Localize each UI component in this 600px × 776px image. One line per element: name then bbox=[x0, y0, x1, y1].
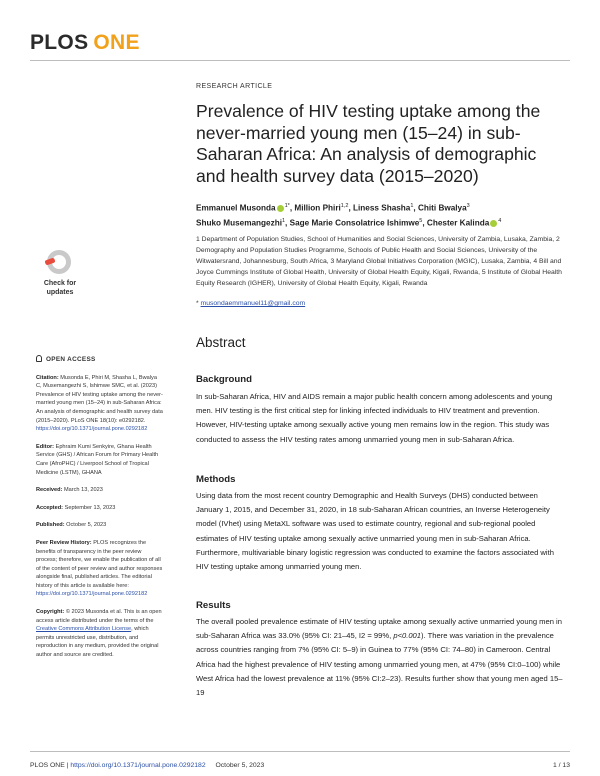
page-footer bbox=[30, 762, 570, 769]
citation-block bbox=[36, 374, 164, 434]
author-name: Chiti Bwalya bbox=[417, 203, 467, 213]
footer-separator: | bbox=[64, 762, 71, 769]
author-affiliation-number: 1* bbox=[284, 203, 290, 209]
author-affiliation-number: 1 bbox=[410, 203, 414, 209]
footer-date: October 5, 2023 bbox=[215, 762, 265, 769]
copyright-text-end: , which permits unrestricted use, distribution, and reproduction in any medium, provided the original author and source are credited. bbox=[36, 626, 159, 659]
article-info-sidebar bbox=[36, 355, 164, 669]
author-affiliation-number: 1,2 bbox=[340, 203, 349, 209]
open-lock-icon bbox=[36, 355, 42, 362]
article-type: RESEARCH ARTICLE bbox=[196, 83, 273, 90]
journal-logo bbox=[30, 31, 140, 55]
copyright-block bbox=[36, 608, 164, 660]
citation-text: Musonda E, Phiri M, Shasha L, Bwalya C, Musemangezhi S, Ishimwe SMC, et al. (2023) Prevalence of HIV testing uptake among the never-married young men (15–24) in sub-Saharan Africa: An analysis of demographic and health survey data (2015–2020). PLoS ONE 18(10): e0292182. bbox=[36, 374, 163, 424]
background-paragraph: In sub-Saharan Africa, HIV and AIDS remain a major public health concern among adolescents and young men. HIV testing is the first critical step for linking infected individuals to HIV treatment and prevention. However, HIV-testing uptake among sexually active young men remains low in the region. This study was conducted to assess the HIV testing rates among unmarried young men in sub-Saharan Africa. bbox=[196, 392, 553, 444]
open-access-label bbox=[36, 355, 164, 365]
corresponding-author bbox=[196, 300, 305, 307]
author-list bbox=[196, 200, 566, 229]
published-date: October 5, 2023 bbox=[66, 522, 107, 529]
editor-block bbox=[36, 443, 164, 477]
corresponding-mark: * bbox=[196, 300, 199, 307]
editor-label: Editor: bbox=[36, 443, 55, 450]
published-label: Published: bbox=[36, 522, 65, 529]
peer-review-text: PLOS recognizes the benefits of transparency in the peer review process; therefore, we enable the publication of all of the content of peer review and author responses alongside final, published articles. The editorial history of this article is available here: bbox=[36, 539, 163, 589]
check-updates-icon bbox=[47, 250, 71, 274]
peer-review-block bbox=[36, 539, 164, 599]
copyright-label: Copyright: bbox=[36, 609, 65, 616]
editor-text: Ephraim Kumi Senkyire, Ghana Health Service (GHS) / African Forum for Primary Health Care (AfroPHC) / Liverpool School of Tropical Medicine (LSTM), GHANA bbox=[36, 443, 159, 476]
author-name: Liness Shasha bbox=[353, 203, 411, 213]
peer-review-doi-link[interactable]: https://doi.org/10.1371/journal.pone.0292182 bbox=[36, 591, 148, 598]
abstract-heading: Abstract bbox=[196, 335, 246, 350]
author-name: Sage Marie Consolatrice Ishimwe bbox=[289, 218, 420, 228]
author-line: Emmanuel Musonda $^{1*}$, Million Phiri$^{1,2}$, Liness Shasha$^1$, Chiti Bwalya$^3$ bbox=[196, 203, 470, 213]
author-affiliation-number: 5 bbox=[419, 217, 423, 224]
results-text-1: The overall pooled prevalence estimate of HIV testing uptake among sexually active unmarried young men in sub-Saharan Africa was 33.0% (95% CI: 21–45, I2 = 99%, bbox=[196, 617, 562, 641]
results-heading: Results bbox=[196, 600, 231, 611]
methods-paragraph: Using data from the most recent country Demographic and Health Surveys (DHS) conducted between January 1, 2015, and December 31, 2020, in 18 sub-Saharan African countries, an Inverse Heterogeneity model (IVhet) using MetaXL software was used to estimate country, regional and sub-regional pooled estimates of HIV testing uptake among sexually active unmarried young men in sub-Saharan Africa. Furthermore, multivariable binary logistic regression was conducted to examine the factors associated with HIV testing uptake among unmarried young men. bbox=[196, 491, 554, 572]
logo-plos-text: PLOS bbox=[30, 31, 89, 54]
author-name: Chester Kalinda bbox=[426, 218, 490, 228]
background-heading: Background bbox=[196, 374, 252, 385]
affiliations: 1 Department of Population Studies, School of Humanities and Social Sciences, University of Zambia, Lusaka, Zambia, 2 Demography and Population Studies Programme, Schools of Public Health and Social Sciences, University of the Witwatersrand, Johannesburg, South Africa, 3 Maryland Global Initiatives Corporation (MGIC), Lusaka, Zambia, 4 Bill and Joyce Cummings Institute of Global Health, University of Global Health Equity, Kigali, Rwanda, 5 Institute of Global Health Equity Research (IGHER), University of Global Health Equity, Kigali, Rwanda bbox=[196, 236, 562, 288]
author-name: Million Phiri bbox=[294, 203, 341, 213]
accepted-label: Accepted: bbox=[36, 504, 64, 511]
accepted-block bbox=[36, 504, 164, 513]
methods-heading: Methods bbox=[196, 474, 236, 485]
check-updates-label bbox=[34, 280, 86, 297]
received-label: Received: bbox=[36, 487, 63, 494]
author-affiliation-number: 3 bbox=[466, 203, 470, 209]
peer-review-label: Peer Review History: bbox=[36, 539, 92, 546]
footer-doi-link[interactable]: https://doi.org/10.1371/journal.pone.0292182 bbox=[70, 762, 206, 769]
footer-journal: PLOS ONE bbox=[30, 762, 65, 769]
received-block bbox=[36, 486, 164, 495]
results-p-value: p<0.001 bbox=[393, 631, 422, 641]
orcid-icon[interactable] bbox=[277, 205, 284, 212]
citation-doi-link[interactable]: https://doi.org/10.1371/journal.pone.0292182 bbox=[36, 426, 148, 433]
accepted-date: September 13, 2023 bbox=[64, 504, 116, 511]
check-for-updates-badge[interactable] bbox=[34, 250, 86, 302]
open-access-text: OPEN ACCESS bbox=[46, 356, 96, 363]
author-name: Emmanuel Musonda bbox=[196, 203, 276, 213]
footer-rule bbox=[30, 751, 570, 752]
results-text-2: ). There was variation in the prevalence across countries ranging from 7% (95% CI: 5–9) in Guinea to 77% (95% CI: 74–80) in Cameroon. Central Africa had the highest prevalence of HIV testing among unmarried young men, at 47% (95% CI:0–100) while West Africa had the lowest prevalence at 11% (95% CI:2–23). Results further show that young men aged 15–19 bbox=[196, 631, 563, 698]
corresponding-email-link[interactable]: musondaemmanuel11@gmail.com bbox=[200, 300, 306, 307]
copyright-text: © 2023 Musonda et al. This is an open access article distributed under the terms of the bbox=[36, 609, 162, 624]
results-paragraph bbox=[196, 615, 566, 700]
license-link[interactable]: Creative Commons Attribution License bbox=[36, 626, 132, 633]
article-title: Prevalence of HIV testing uptake among the never-married young men (15–24) in sub-Saharan Africa: An analysis of demographic and health survey data (2015–2020) bbox=[196, 101, 541, 186]
author-affiliation-number: 1 bbox=[281, 217, 286, 224]
check-updates-line2: updates bbox=[46, 288, 74, 296]
received-date: March 13, 2023 bbox=[64, 487, 103, 494]
citation-label: Citation: bbox=[36, 374, 59, 381]
author-name: Shuko Musemangezhi bbox=[196, 218, 282, 228]
author-line: Shuko Musemangezhi$^1$, Sage Marie Consolatrice Ishimwe$^5$, Chester Kalinda $^4$ bbox=[196, 217, 502, 228]
header-rule bbox=[30, 60, 570, 61]
page-number: 1 / 13 bbox=[552, 762, 570, 769]
author-affiliation-number: 4 bbox=[498, 217, 502, 224]
check-updates-line1: Check for bbox=[43, 280, 77, 287]
orcid-icon[interactable] bbox=[490, 220, 497, 227]
published-block bbox=[36, 521, 164, 530]
logo-one-text: ONE bbox=[93, 31, 140, 54]
